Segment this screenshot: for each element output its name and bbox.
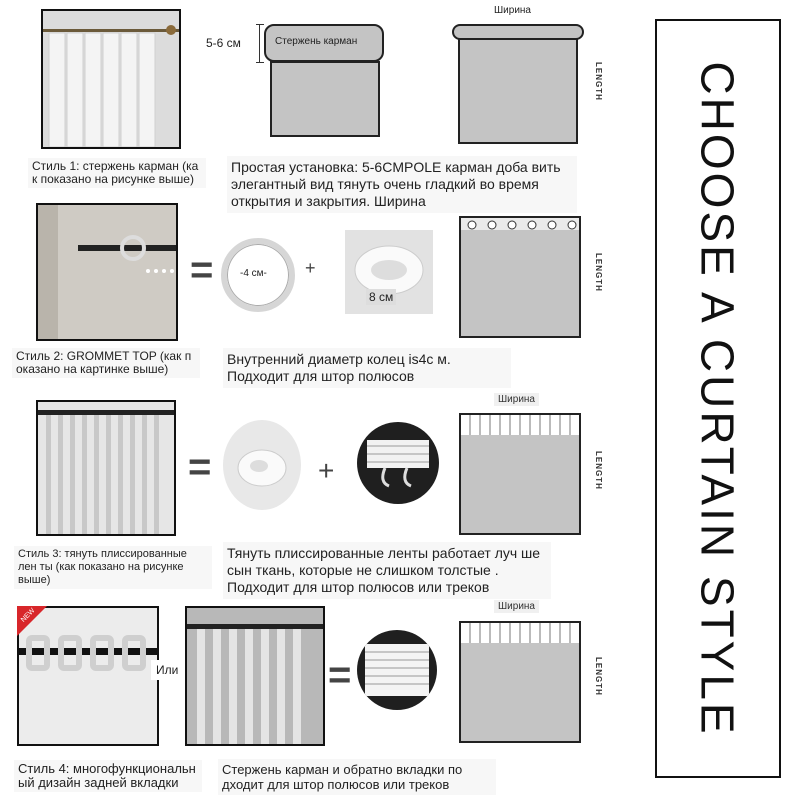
style1-caption: Стиль 1: стержень карман (ка к показано на рисунке выше) bbox=[28, 158, 206, 188]
style2-description: Внутренний диаметр колец is4c м. Подходит для штор полюсов bbox=[223, 348, 511, 388]
tape-close-up-icon bbox=[357, 630, 437, 710]
pleat-tape-roll-image bbox=[223, 420, 301, 510]
length-label-3: LENGTH bbox=[594, 451, 603, 490]
style4-description: Стержень карман и обратно вкладки по дходит для штор полюсов или треков bbox=[218, 759, 496, 795]
style1-description: Простая установка: 5-6CMPOLE карман доба вить элегантный вид тянуть очень гладкий во время открытия и закрытия. Ширина bbox=[227, 156, 577, 213]
page-title-text: CHOOSE A CURTAIN STYLE bbox=[692, 60, 745, 737]
style4-photo-tabs bbox=[17, 606, 159, 746]
size-marker-bottom bbox=[256, 62, 264, 63]
back-tab-tape-image bbox=[357, 630, 437, 710]
style4-caption: Стиль 4: многофункциональн ый дизайн задней вкладки bbox=[14, 760, 202, 792]
tape-size-label: 8 см bbox=[366, 289, 396, 305]
curtain-rod-pocket-image bbox=[43, 11, 179, 147]
new-badge-label: NEW bbox=[19, 607, 37, 624]
length-label-1: LENGTH bbox=[594, 62, 603, 101]
plus-sign-2: + bbox=[305, 258, 316, 278]
ring-size-label: -4 см- bbox=[240, 268, 267, 279]
tape-roll-icon bbox=[223, 420, 301, 510]
length-label-4: LENGTH bbox=[594, 657, 603, 696]
curtain-panel-1 bbox=[458, 38, 578, 144]
style3-description: Тянуть плиссированные ленты работает луч ше сын ткань, которые не слишком толстые . Подходит для штор полюсов или треков bbox=[223, 542, 551, 599]
back-tab-curtain-image bbox=[19, 608, 157, 744]
pleated-curtain-image bbox=[38, 402, 174, 534]
hook-tape-icon bbox=[357, 422, 439, 504]
style3-photo bbox=[36, 400, 176, 536]
pleat-hooks-image bbox=[357, 422, 439, 504]
equals-sign-2: = bbox=[190, 248, 214, 292]
grommet-holes-icon bbox=[462, 219, 582, 231]
back-tab-strip bbox=[461, 623, 579, 643]
style3-caption: Стиль 3: тянуть плиссированные лен ты (как показано на рисунке выше) bbox=[14, 546, 212, 589]
size-label: 5-6 см bbox=[206, 36, 241, 50]
equals-sign-4: = bbox=[328, 653, 352, 697]
length-label-2: LENGTH bbox=[594, 253, 603, 292]
equals-sign-3: = bbox=[188, 445, 212, 489]
size-marker-top bbox=[256, 24, 264, 25]
pleated-curtain-image bbox=[187, 608, 323, 744]
style2-caption: Стиль 2: GROMMET TOP (как п оказано на картинке выше) bbox=[12, 348, 200, 378]
width-label-4: Ширина bbox=[494, 600, 539, 613]
style2-photo bbox=[36, 203, 178, 341]
grommet-curtain-image bbox=[38, 205, 176, 339]
or-label: Или bbox=[151, 660, 183, 680]
curtain-panel-2 bbox=[459, 216, 581, 338]
style1-photo bbox=[41, 9, 181, 149]
rod-pocket-panel bbox=[270, 61, 380, 137]
style4-photo-pleats bbox=[185, 606, 325, 746]
page-title bbox=[655, 19, 781, 778]
width-label-3: Ширина bbox=[494, 393, 539, 406]
size-marker-line bbox=[259, 24, 260, 62]
pleat-tape-strip bbox=[461, 415, 579, 435]
width-label-1: Ширина bbox=[494, 5, 531, 16]
plus-sign-3: + bbox=[318, 455, 335, 486]
rod-pocket-label: Стержень карман bbox=[275, 36, 358, 47]
